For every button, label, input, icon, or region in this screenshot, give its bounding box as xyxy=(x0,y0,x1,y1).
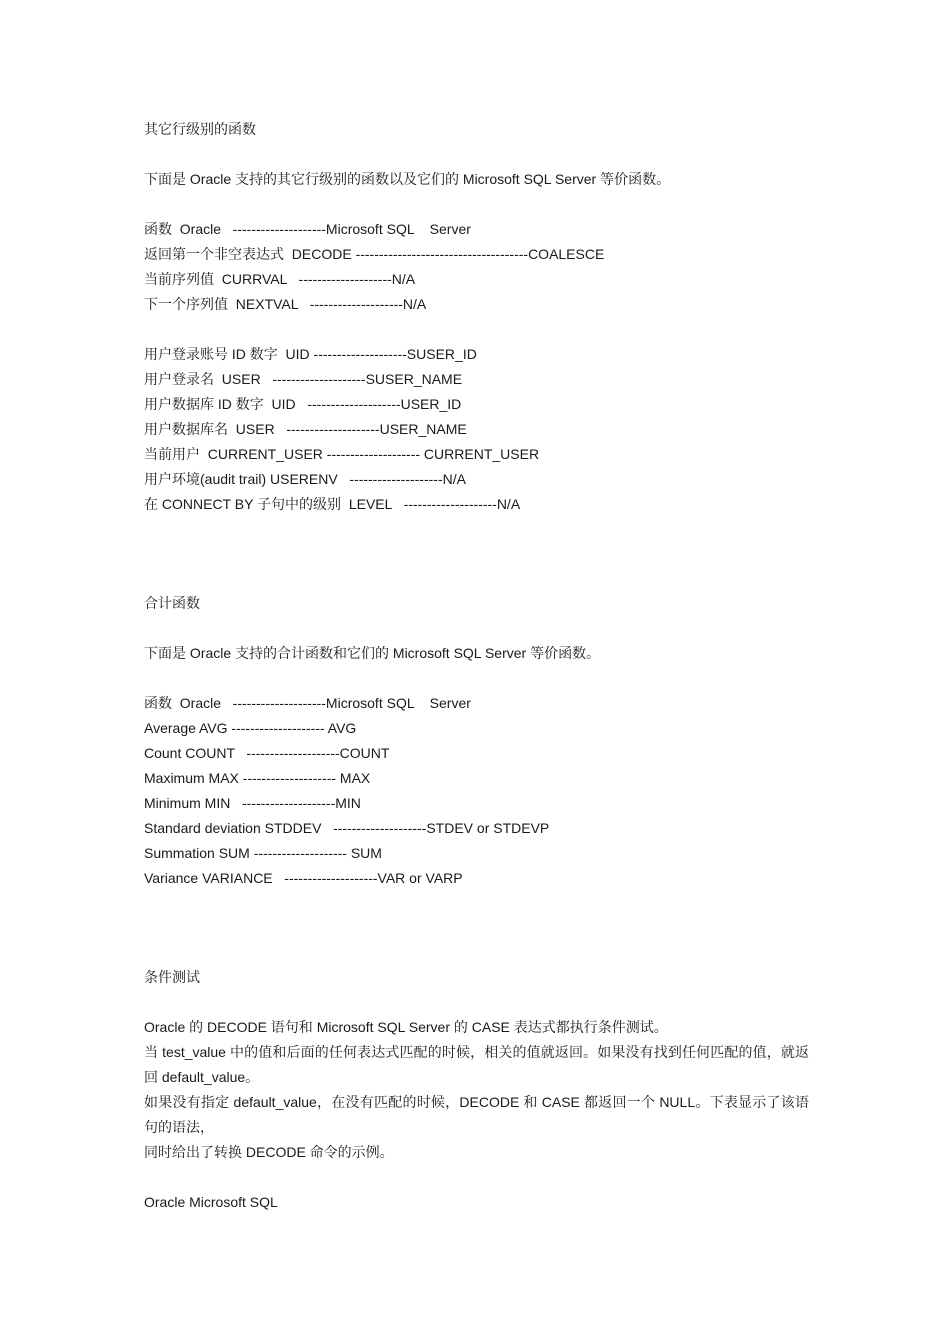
paragraph-decode-case: Oracle 的 DECODE 语句和 Microsoft SQL Server 的 CASE 表达式都执行条件测试。 xyxy=(144,1019,668,1035)
row-functions-header: 函数 Oracle --------------------Microsoft SQL Server xyxy=(144,221,471,237)
paragraph-test-value: 当 test_value 中的值和后面的任何表达式匹配的时候，相关的值就返回。如果没有找到任何匹配的值，就返回 default_value。 xyxy=(144,1044,809,1085)
paragraph-example-note: 同时给出了转换 DECODE 命令的示例。 xyxy=(144,1144,394,1160)
paragraph-default-value: 如果没有指定 default_value，在没有匹配的时候，DECODE 和 CASE 都返回一个 NULL。下表显示了该语句的语法， xyxy=(144,1094,809,1135)
row-count: Count COUNT --------------------COUNT xyxy=(144,745,390,761)
row-aggregate-header: 函数 Oracle --------------------Microsoft SQL Server xyxy=(144,695,471,711)
row-nextval: 下一个序列值 NEXTVAL --------------------N/A xyxy=(144,296,427,312)
row-max: Maximum MAX -------------------- MAX xyxy=(144,770,371,786)
section-intro-row-functions: 下面是 Oracle 支持的其它行级别的函数以及它们的 Microsoft SQL Server 等价函数。 xyxy=(144,171,671,187)
section-heading-row-functions: 其它行级别的函数 xyxy=(144,121,256,137)
row-currval: 当前序列值 CURRVAL --------------------N/A xyxy=(144,271,416,287)
row-user-name: 用户数据库名 USER --------------------USER_NAME xyxy=(144,421,467,437)
row-level: 在 CONNECT BY 子句中的级别 LEVEL --------------------N/A xyxy=(144,496,521,512)
row-userenv: 用户环境(audit trail) USERENV --------------------N/A xyxy=(144,471,466,487)
section-heading-conditional: 条件测试 xyxy=(144,969,200,985)
section-heading-aggregate: 合计函数 xyxy=(144,595,200,611)
row-user-id: 用户数据库 ID 数字 UID --------------------USER_ID xyxy=(144,396,462,412)
row-min: Minimum MIN --------------------MIN xyxy=(144,795,361,811)
table-header-oracle-mssql: Oracle Microsoft SQL xyxy=(144,1194,278,1210)
row-coalesce: 返回第一个非空表达式 DECODE -------------------------------------COALESCE xyxy=(144,246,605,262)
row-suser-name: 用户登录名 USER --------------------SUSER_NAME xyxy=(144,371,463,387)
row-variance: Variance VARIANCE --------------------VAR or VARP xyxy=(144,870,463,886)
row-stddev: Standard deviation STDDEV --------------------STDEV or STDEVP xyxy=(144,820,550,836)
row-sum: Summation SUM -------------------- SUM xyxy=(144,845,382,861)
section-intro-aggregate: 下面是 Oracle 支持的合计函数和它们的 Microsoft SQL Server 等价函数。 xyxy=(144,645,601,661)
row-suser-id: 用户登录账号 ID 数字 UID --------------------SUSER_ID xyxy=(144,346,477,362)
row-avg: Average AVG -------------------- AVG xyxy=(144,720,357,736)
row-current-user: 当前用户 CURRENT_USER -------------------- CURRENT_USER xyxy=(144,446,540,462)
